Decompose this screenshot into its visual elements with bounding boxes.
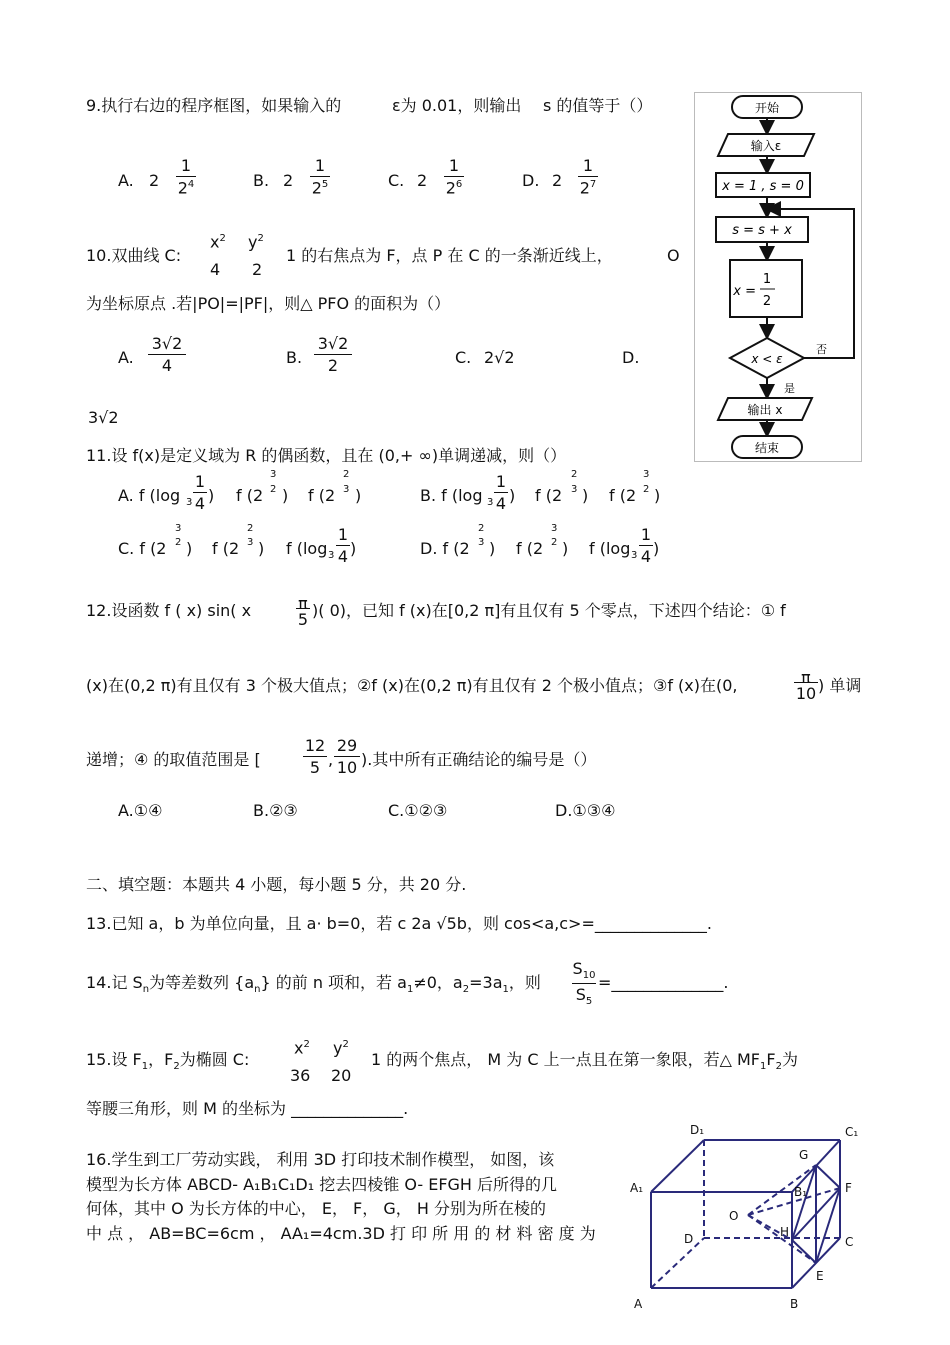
q9-option-c-fraction — [444, 158, 464, 196]
q9-c-num: 1 — [444, 158, 464, 177]
q11-a-e2d: 3 — [343, 484, 350, 495]
cuboid-figure — [626, 1120, 866, 1320]
q11-b-e1n: 2 — [571, 469, 578, 480]
q11-c-quarter-den: 4 — [337, 547, 349, 566]
q14-s5: S — [575, 985, 586, 1005]
q14-text — [86, 975, 541, 995]
q12-pi: π — [296, 596, 310, 609]
q9-option-a-fraction — [176, 158, 196, 196]
q11-a-quarter-den: 4 — [194, 494, 206, 513]
q9-b-exp: 5 — [321, 179, 329, 190]
q10-den-4: 4 — [210, 260, 221, 279]
q11-d-f2: f (2 — [516, 539, 544, 558]
flowchart-yes-label: 是 — [784, 382, 795, 395]
q11-c-e2d: 3 — [247, 537, 254, 548]
edge-hg — [792, 1165, 816, 1240]
q12-stem: 12.设函数 f ( x) sin( x — [86, 601, 252, 620]
q10-origin: O — [667, 246, 680, 265]
q11-b-e2n: 3 — [643, 469, 650, 480]
q11-d-quarter-num: 1 — [640, 525, 652, 544]
q12-pi-2: π — [794, 670, 818, 683]
q9-b-den: 2 — [311, 178, 322, 198]
flowchart-end-text: 结束 — [754, 441, 780, 455]
label-e: E — [816, 1269, 824, 1283]
q14-sub-2: 2 — [462, 984, 470, 996]
q11-c-sub3: 3 — [328, 550, 335, 561]
q11-d-e1n: 2 — [478, 523, 485, 534]
q14-d: ≠0，a — [413, 973, 463, 992]
q9-option-c-label: C. — [388, 171, 405, 190]
q10-a-den: 4 — [161, 356, 173, 375]
q11-c-label: C. f (2 — [118, 539, 167, 558]
q12-r2-num: 29 — [334, 738, 360, 757]
q11-b-quarter-num: 1 — [495, 472, 507, 491]
q9-a-exp: 4 — [187, 179, 195, 190]
q15-sub2: 2 — [173, 1061, 180, 1073]
q15-y — [333, 1040, 349, 1056]
flowchart-update-text: s = s + x — [732, 223, 792, 238]
label-g: G — [799, 1148, 809, 1162]
q11-d-e1d: 3 — [478, 537, 485, 548]
q15-sub2b: 2 — [775, 1061, 782, 1073]
label-o: O — [729, 1209, 739, 1223]
q16-line2: 模型为长方体 ABCD- A₁B₁C₁D₁ 挖去四棱锥 O- EFGH 后所得的几 — [86, 1175, 558, 1194]
q10-y-var: y — [248, 232, 258, 252]
label-a: A — [634, 1297, 643, 1311]
q9-option-b-label: B. — [253, 171, 270, 190]
q16-line3: 何体，其中 O 为长方体的中心， E， F， G， H 分别为所在棱的 — [86, 1199, 546, 1218]
q15-e: F — [766, 1050, 776, 1069]
q11-d-e2n: 3 — [551, 523, 558, 534]
q11-a-rp2: ) — [282, 486, 289, 505]
q12-line2a: (x)在(0,2 π)有且仅有 3 个极大值点；②f (x)在(0,2 π)有且仅有 2 个极小值点；③f (x)在(0, — [86, 676, 738, 695]
q10-den-2: 2 — [252, 260, 263, 279]
q11-c-rp1: ) — [186, 539, 193, 558]
q14-sub10: 10 — [582, 970, 596, 982]
q10-a-num: 3√2 — [148, 336, 186, 355]
q11-stem: 11.设 f(x)是定义域为 R 的偶函数，且在 (0,+ ∞)单调递减，则（） — [86, 446, 567, 465]
q9-stem: 9.执行右边的程序框图，如果输入的 — [86, 96, 342, 115]
q11-c-quarter — [336, 527, 350, 565]
label-d1: D₁ — [690, 1123, 705, 1137]
q10-stem: 10.双曲线 C: — [86, 246, 182, 265]
q15-den-36: 36 — [290, 1066, 311, 1085]
q15-sub1: 1 — [141, 1061, 149, 1073]
q15-b: ，F — [148, 1050, 174, 1069]
q15-d: 1 的两个焦点， M 为 C 上一点且在第一象限，若△ MF — [371, 1050, 760, 1069]
label-f: F — [845, 1181, 852, 1195]
q12-option-a: A.①④ — [118, 801, 163, 820]
q10-option-b-fraction — [314, 336, 352, 374]
q10-option-d-label: D. — [622, 348, 640, 367]
q9-option-b-base: 2 — [283, 171, 294, 190]
q10-rest: 1 的右焦点为 F，点 P 在 C 的一条渐近线上， — [286, 246, 613, 265]
flowchart-decision-text: x < ε — [751, 352, 783, 366]
q9-a-num: 1 — [176, 158, 196, 177]
q10-option-c-value: 2√2 — [484, 348, 515, 367]
q15-den-20: 20 — [331, 1066, 352, 1085]
q12-r2-den: 10 — [336, 758, 358, 777]
q9-option-d-label: D. — [522, 171, 540, 190]
q15-c: 为椭圆 C: — [179, 1050, 250, 1069]
q9-c-den: 2 — [445, 178, 456, 198]
q14-sub5: 5 — [585, 996, 593, 1008]
q11-c-rp2: ) — [258, 539, 265, 558]
q9-d-num: 1 — [578, 158, 598, 177]
q14-fraction — [572, 961, 596, 1007]
q15-sub1b: 1 — [760, 1061, 767, 1073]
q10-option-c-label: C. — [455, 348, 472, 367]
q15-text-a — [86, 1052, 249, 1072]
flowchart — [694, 92, 862, 462]
q9-output: s 的值等于（） — [543, 96, 653, 115]
q11-b-e2d: 2 — [643, 484, 650, 495]
edge-a1d1 — [651, 1140, 704, 1192]
q10-option-d-value: 3√2 — [88, 408, 119, 427]
q9-option-b-fraction — [310, 158, 330, 196]
q15-f: 为 — [781, 1050, 798, 1069]
label-a1: A₁ — [630, 1181, 644, 1195]
flowchart-halve-num: 1 — [762, 272, 772, 287]
q12-r1-den: 5 — [309, 758, 321, 777]
q10-x-var: x — [210, 232, 220, 252]
q10-option-b-label: B. — [286, 348, 303, 367]
q12-range-high — [334, 738, 360, 776]
q14-f: ，则 — [508, 973, 541, 992]
q13-text: 13.已知 a，b 为单位向量，且 a· b=0，若 c 2a √5b，则 cos<a,c>=______________. — [86, 914, 712, 933]
q11-a-label: A. f (log — [118, 486, 181, 505]
q10-y — [248, 234, 264, 250]
q15-y-var: y — [333, 1038, 343, 1058]
q11-d-quarter-den: 4 — [640, 547, 652, 566]
q14-sub-1: 1 — [406, 984, 414, 996]
q11-b-rp1: ) — [509, 486, 516, 505]
q10-x — [210, 234, 226, 250]
q14-a: 14.记 S — [86, 973, 143, 992]
section-2-heading: 二、填空题：本题共 4 小题，每小题 5 分，共 20 分. — [86, 875, 467, 894]
q11-a-rp3: ) — [355, 486, 362, 505]
q11-d-rp1: ) — [489, 539, 496, 558]
q14-sub-1b: 1 — [502, 984, 509, 996]
q11-d-e2d: 2 — [551, 537, 558, 548]
q11-b-quarter — [494, 474, 508, 512]
q12-line2b: ) 单调 — [818, 676, 862, 695]
label-b: B — [790, 1297, 799, 1311]
q11-c-flog: f (log — [286, 539, 328, 558]
edge-gf — [816, 1165, 840, 1188]
q9-option-a-base: 2 — [149, 171, 160, 190]
q12-line3a: 递增；④ 的取值范围是 [ — [86, 750, 261, 769]
q10-option-a-label: A. — [118, 348, 134, 367]
q14-e: =3a — [469, 973, 503, 992]
q14-b: 为等差数列 {a — [149, 973, 255, 992]
q15-x-sup: 2 — [303, 1039, 310, 1050]
label-c: C — [845, 1235, 854, 1249]
q11-a-e1d: 2 — [270, 484, 277, 495]
q10-b-den: 2 — [327, 356, 339, 375]
q11-d-quarter — [639, 527, 653, 565]
flowchart-input-text: 输入ε — [750, 139, 782, 153]
q9-option-c-base: 2 — [417, 171, 428, 190]
q11-d-sub3: 3 — [631, 550, 638, 561]
q15-x-var: x — [294, 1038, 304, 1058]
q9-a-den: 2 — [177, 178, 188, 198]
q11-a-f2a: f (2 — [236, 486, 264, 505]
q12-five: 5 — [297, 610, 309, 629]
q9-option-d-fraction — [578, 158, 598, 196]
q9-epsilon: ε为 0.01，则输出 — [392, 96, 522, 115]
q9-d-exp: 7 — [589, 179, 597, 190]
label-h: H — [780, 1225, 790, 1239]
q11-d-rp2: ) — [562, 539, 569, 558]
q11-b-quarter-den: 4 — [495, 494, 507, 513]
q12-range-low — [303, 738, 327, 776]
flowchart-halve-left: x = — [733, 284, 756, 299]
q9-c-exp: 6 — [455, 179, 463, 190]
q11-b-rp2: ) — [582, 486, 589, 505]
flowchart-halve-den: 2 — [762, 294, 772, 309]
q12-paren: )( 0)，已知 f (x)在[0,2 π]有且仅有 5 个零点，下述四个结论：① f — [312, 601, 786, 620]
q12-line3b: ).其中所有正确结论的编号是（） — [361, 750, 597, 769]
q11-d-rp3: ) — [653, 539, 660, 558]
q12-option-b: B.②③ — [253, 801, 298, 820]
q11-b-label: B. f (log — [420, 486, 483, 505]
q11-d-flog: f (log — [589, 539, 631, 558]
flowchart-output-text: 输出 x — [747, 403, 783, 417]
q11-d-label: D. f (2 — [420, 539, 470, 558]
q12-pi-over-5 — [296, 596, 310, 628]
q10-option-a-fraction — [148, 336, 186, 374]
q11-b-rp3: ) — [654, 486, 661, 505]
label-c1: C₁ — [845, 1125, 859, 1139]
flowchart-no-label: 否 — [816, 343, 827, 356]
q10-y-sup: 2 — [257, 233, 264, 244]
q15-text-b — [371, 1052, 798, 1072]
q11-b-f2a: f (2 — [535, 486, 563, 505]
flowchart-start-text: 开始 — [754, 101, 780, 115]
q12-option-d: D.①③④ — [555, 801, 616, 820]
q11-a-sub3: 3 — [186, 497, 193, 508]
q12-option-c: C.①②③ — [388, 801, 448, 820]
q9-b-num: 1 — [310, 158, 330, 177]
q10-x-sup: 2 — [219, 233, 226, 244]
q14-c: } 的前 n 项和，若 a — [260, 973, 407, 992]
q14-blank: =______________. — [598, 973, 729, 992]
q14-sub-n: n — [142, 984, 150, 996]
q12-pi-over-10 — [794, 670, 818, 702]
q11-b-e1d: 3 — [571, 484, 578, 495]
q11-b-f2b: f (2 — [609, 486, 637, 505]
q11-a-e2n: 2 — [343, 469, 350, 480]
q11-c-e1n: 3 — [175, 523, 182, 534]
q14-sub-n2: n — [254, 984, 261, 996]
q15-x — [294, 1040, 310, 1056]
edge-eh — [792, 1240, 816, 1263]
q11-c-rp3: ) — [350, 539, 357, 558]
q11-b-sub3: 3 — [487, 497, 494, 508]
q11-c-e2n: 2 — [247, 523, 254, 534]
hidden-ad — [651, 1238, 704, 1288]
q16-line1: 16.学生到工厂劳动实践， 利用 3D 打印技术制作模型， 如图，该 — [86, 1150, 555, 1169]
q15-line2: 等腰三角形，则 M 的坐标为 ______________. — [86, 1099, 409, 1118]
flowchart-init-text: x = 1 , s = 0 — [722, 179, 804, 194]
q12-r1-num: 12 — [304, 736, 326, 755]
q15-y-sup: 2 — [342, 1039, 349, 1050]
q12-ten: 10 — [795, 684, 817, 703]
label-b1: B₁ — [794, 1185, 808, 1199]
q11-c-f2: f (2 — [212, 539, 240, 558]
q10-b-num: 3√2 — [314, 336, 352, 355]
q11-a-quarter-num: 1 — [194, 472, 206, 491]
q11-a-f2b: f (2 — [308, 486, 336, 505]
q12-comma: , — [328, 750, 334, 769]
q11-a-quarter — [193, 474, 207, 512]
q9-d-den: 2 — [579, 178, 590, 198]
q10-line2: 为坐标原点 .若|PO|=|PF|，则△ PFO 的面积为（） — [86, 294, 451, 313]
q11-c-e1d: 2 — [175, 537, 182, 548]
q9-option-d-base: 2 — [552, 171, 563, 190]
q9-option-a-label: A. — [118, 171, 134, 190]
q16-line4: 中 点 ， AB=BC=6cm ， AA₁=4cm.3D 打 印 所 用 的 材 料 密 度 为 — [86, 1224, 596, 1243]
q11-a-rp1: ) — [208, 486, 215, 505]
q15-a: 15.设 F — [86, 1050, 142, 1069]
q14-s10: S — [572, 959, 583, 978]
label-d: D — [684, 1232, 694, 1246]
q11-c-quarter-num: 1 — [337, 525, 349, 544]
q11-a-e1n: 3 — [270, 469, 277, 480]
